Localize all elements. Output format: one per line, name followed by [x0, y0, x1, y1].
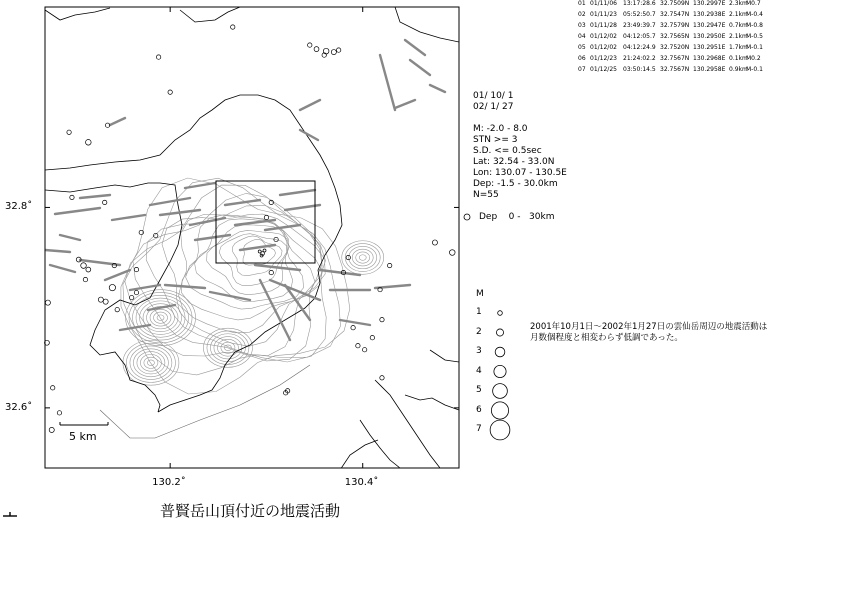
epicenter [387, 263, 391, 267]
event-cell: 01/11/23 [590, 11, 617, 18]
lon-range: Lon: 130.07 - 130.5E [473, 168, 567, 178]
epicenter [351, 325, 355, 329]
epicenter [86, 267, 91, 272]
epicenter [156, 55, 160, 59]
epicenter [115, 307, 119, 311]
epicenter [98, 297, 103, 302]
epicenter [134, 290, 138, 294]
event-cell: 21:24:02.2 [623, 55, 656, 62]
std-dev: S.D. <= 0.5sec [473, 146, 542, 156]
epicenter [45, 300, 50, 305]
event-cell: 130.2951E [693, 44, 726, 51]
contour-line [146, 205, 325, 355]
event-cell: 130.2958E [693, 66, 726, 73]
epicenter [380, 376, 384, 380]
legend-label: 7 [476, 424, 482, 434]
contour-line [342, 241, 384, 275]
legend-circle [490, 420, 510, 440]
event-cell: 04 [578, 33, 586, 40]
contour-line [125, 185, 326, 362]
event-cell: 130.2938E [693, 11, 726, 18]
event-row [578, 22, 763, 29]
event-row [578, 55, 761, 62]
epicenter [86, 139, 92, 145]
event-cell: M-0.5 [746, 33, 763, 40]
epicenter [109, 284, 115, 290]
lat-tick-label: 32.6˚ [5, 401, 33, 413]
contour-line [130, 346, 172, 380]
event-cell: 07 [578, 66, 586, 73]
event-cell: 01/12/02 [590, 44, 617, 51]
note-line-2: 月数個程度と相変わらず低調であった。 [530, 333, 683, 343]
magnitude-legend-circles [490, 311, 510, 440]
event-cell: 2.1km [729, 33, 748, 40]
epicenter [57, 411, 61, 415]
event-cell: 0.7km [729, 22, 748, 29]
epicenter [331, 50, 336, 55]
event-cell: 01/12/25 [590, 66, 617, 73]
contour-line [356, 252, 370, 263]
map-title: 普賢岳山頂付近の地震活動 [159, 502, 340, 520]
note-line-1: 2001年10月1日～2002年1月27日の雲仙岳周辺の地震活動は [530, 322, 768, 332]
event-cell: 23:49:39.7 [623, 22, 656, 29]
epicenter [258, 250, 261, 253]
event-cell: 32.7509N [660, 0, 690, 7]
event-cell: 130.2950E [693, 33, 726, 40]
scale-bar [60, 422, 108, 425]
event-cell: 130.2947E [693, 22, 726, 29]
event-cell: 2.1km [729, 11, 748, 18]
epicenter [49, 427, 54, 432]
legend-circle [494, 365, 506, 377]
magnitude-range: M: -2.0 - 8.0 [473, 124, 528, 134]
depth-legend-circle [464, 214, 470, 220]
period-end: 02/ 1/ 27 [473, 102, 514, 112]
scale-bar-label: 5 km [69, 430, 97, 443]
legend-circle [498, 311, 503, 316]
event-cell: 130.2968E [693, 55, 726, 62]
event-row [578, 44, 763, 51]
epicenter [134, 267, 138, 271]
depth-range: Dep: -1.5 - 30.0km [473, 179, 558, 189]
event-cell: 06 [578, 55, 586, 62]
event-cell: 13:17:28.6 [623, 0, 656, 7]
event-cell: 03 [578, 22, 586, 29]
activity-note [530, 322, 767, 344]
epicenter [346, 255, 350, 259]
contour-line [147, 360, 154, 366]
event-cell: 01/12/02 [590, 33, 617, 40]
epicenter [103, 299, 108, 304]
event-row [578, 33, 763, 40]
bathymetry-line [100, 365, 310, 438]
epicenter [264, 215, 268, 219]
contour-line [157, 315, 164, 321]
epicenter [449, 250, 455, 256]
lon-tick-label: 130.4˚ [344, 477, 379, 488]
epicenter [370, 336, 374, 340]
event-cell: 2.3km [729, 0, 748, 7]
event-cell: 03:50:14.5 [623, 66, 656, 73]
contour-line [349, 246, 377, 268]
depth-legend-label: Dep 0 - 30km [479, 212, 555, 222]
event-cell: 02 [578, 11, 586, 18]
event-cell: M0.7 [746, 0, 761, 7]
epicenter [314, 47, 319, 52]
event-cell: 0.9km [729, 66, 748, 73]
epicenter [263, 249, 266, 252]
event-row [578, 11, 763, 18]
legend-circle [493, 384, 508, 399]
legend-label: 6 [476, 404, 482, 415]
epicenter [269, 270, 273, 274]
epicenter [81, 263, 87, 269]
contour-line [129, 292, 192, 342]
event-cell: M-0.1 [746, 44, 763, 51]
legend-circle [496, 329, 503, 336]
epicenter [308, 43, 312, 47]
coastline [45, 7, 459, 470]
legend-label: 1 [476, 307, 482, 317]
contour-line [123, 340, 179, 385]
epicenter-markers [44, 25, 455, 433]
epicenter [362, 348, 366, 352]
event-cell: 32.7547N [660, 11, 690, 18]
event-row [578, 66, 763, 73]
epicenter [51, 386, 55, 390]
event-cell: 01/12/23 [590, 55, 617, 62]
event-cell: 32.7520N [660, 44, 690, 51]
legend-label: 5 [476, 385, 482, 395]
legend-circle [491, 402, 508, 419]
epicenter [356, 344, 360, 348]
legend-label: 4 [476, 365, 482, 376]
magnitude-legend-title: M [476, 289, 484, 299]
event-cell: 01 [578, 0, 586, 7]
event-row [578, 0, 761, 7]
epicenter [129, 295, 133, 299]
contour-line [243, 239, 276, 265]
event-cell: 32.7567N [660, 55, 690, 62]
epicenter [67, 130, 71, 134]
lat-tick-label: 32.8˚ [5, 201, 33, 213]
legend-label: 3 [476, 346, 482, 356]
event-cell: 32.7579N [660, 22, 690, 29]
event-cell: 05 [578, 44, 586, 51]
event-cell: 32.7567N [660, 66, 690, 73]
epicenter [432, 240, 437, 245]
station-count: STN >= 3 [473, 135, 518, 145]
epicenter [102, 200, 106, 204]
epicenter [168, 90, 172, 94]
contour-line [144, 357, 158, 368]
event-cell: 01/11/06 [590, 0, 617, 7]
event-cell: 32.7565N [660, 33, 690, 40]
lon-tick-label: 130.2˚ [152, 477, 186, 488]
epicenter [380, 317, 384, 321]
event-cell: 1.7km [729, 44, 748, 51]
event-cell: 04:12:24.9 [623, 44, 656, 51]
event-cell: M-0.1 [746, 66, 763, 73]
lat-range: Lat: 32.54 - 33.0N [473, 157, 555, 167]
event-cell: 01/11/28 [590, 22, 617, 29]
epicenter [231, 25, 235, 29]
event-cell: M-0.4 [746, 11, 763, 18]
active-faults [45, 40, 445, 340]
event-cell: 0.1km [729, 55, 748, 62]
epicenter [70, 195, 74, 199]
event-cell: M0.2 [746, 55, 761, 62]
contour-line [154, 312, 168, 323]
event-count: N=55 [473, 190, 499, 200]
epicenter [336, 48, 340, 52]
event-cell: 05:52:50.7 [623, 11, 656, 18]
epicenter [83, 277, 87, 281]
contour-line [359, 255, 366, 261]
event-cell: 04:12:05.7 [623, 33, 656, 40]
period-start: 01/ 10/ 1 [473, 91, 514, 101]
legend-label: 2 [476, 326, 482, 337]
event-cell: M-0.8 [746, 22, 763, 29]
event-cell: 130.2997E [693, 0, 726, 7]
legend-circle [495, 347, 505, 357]
